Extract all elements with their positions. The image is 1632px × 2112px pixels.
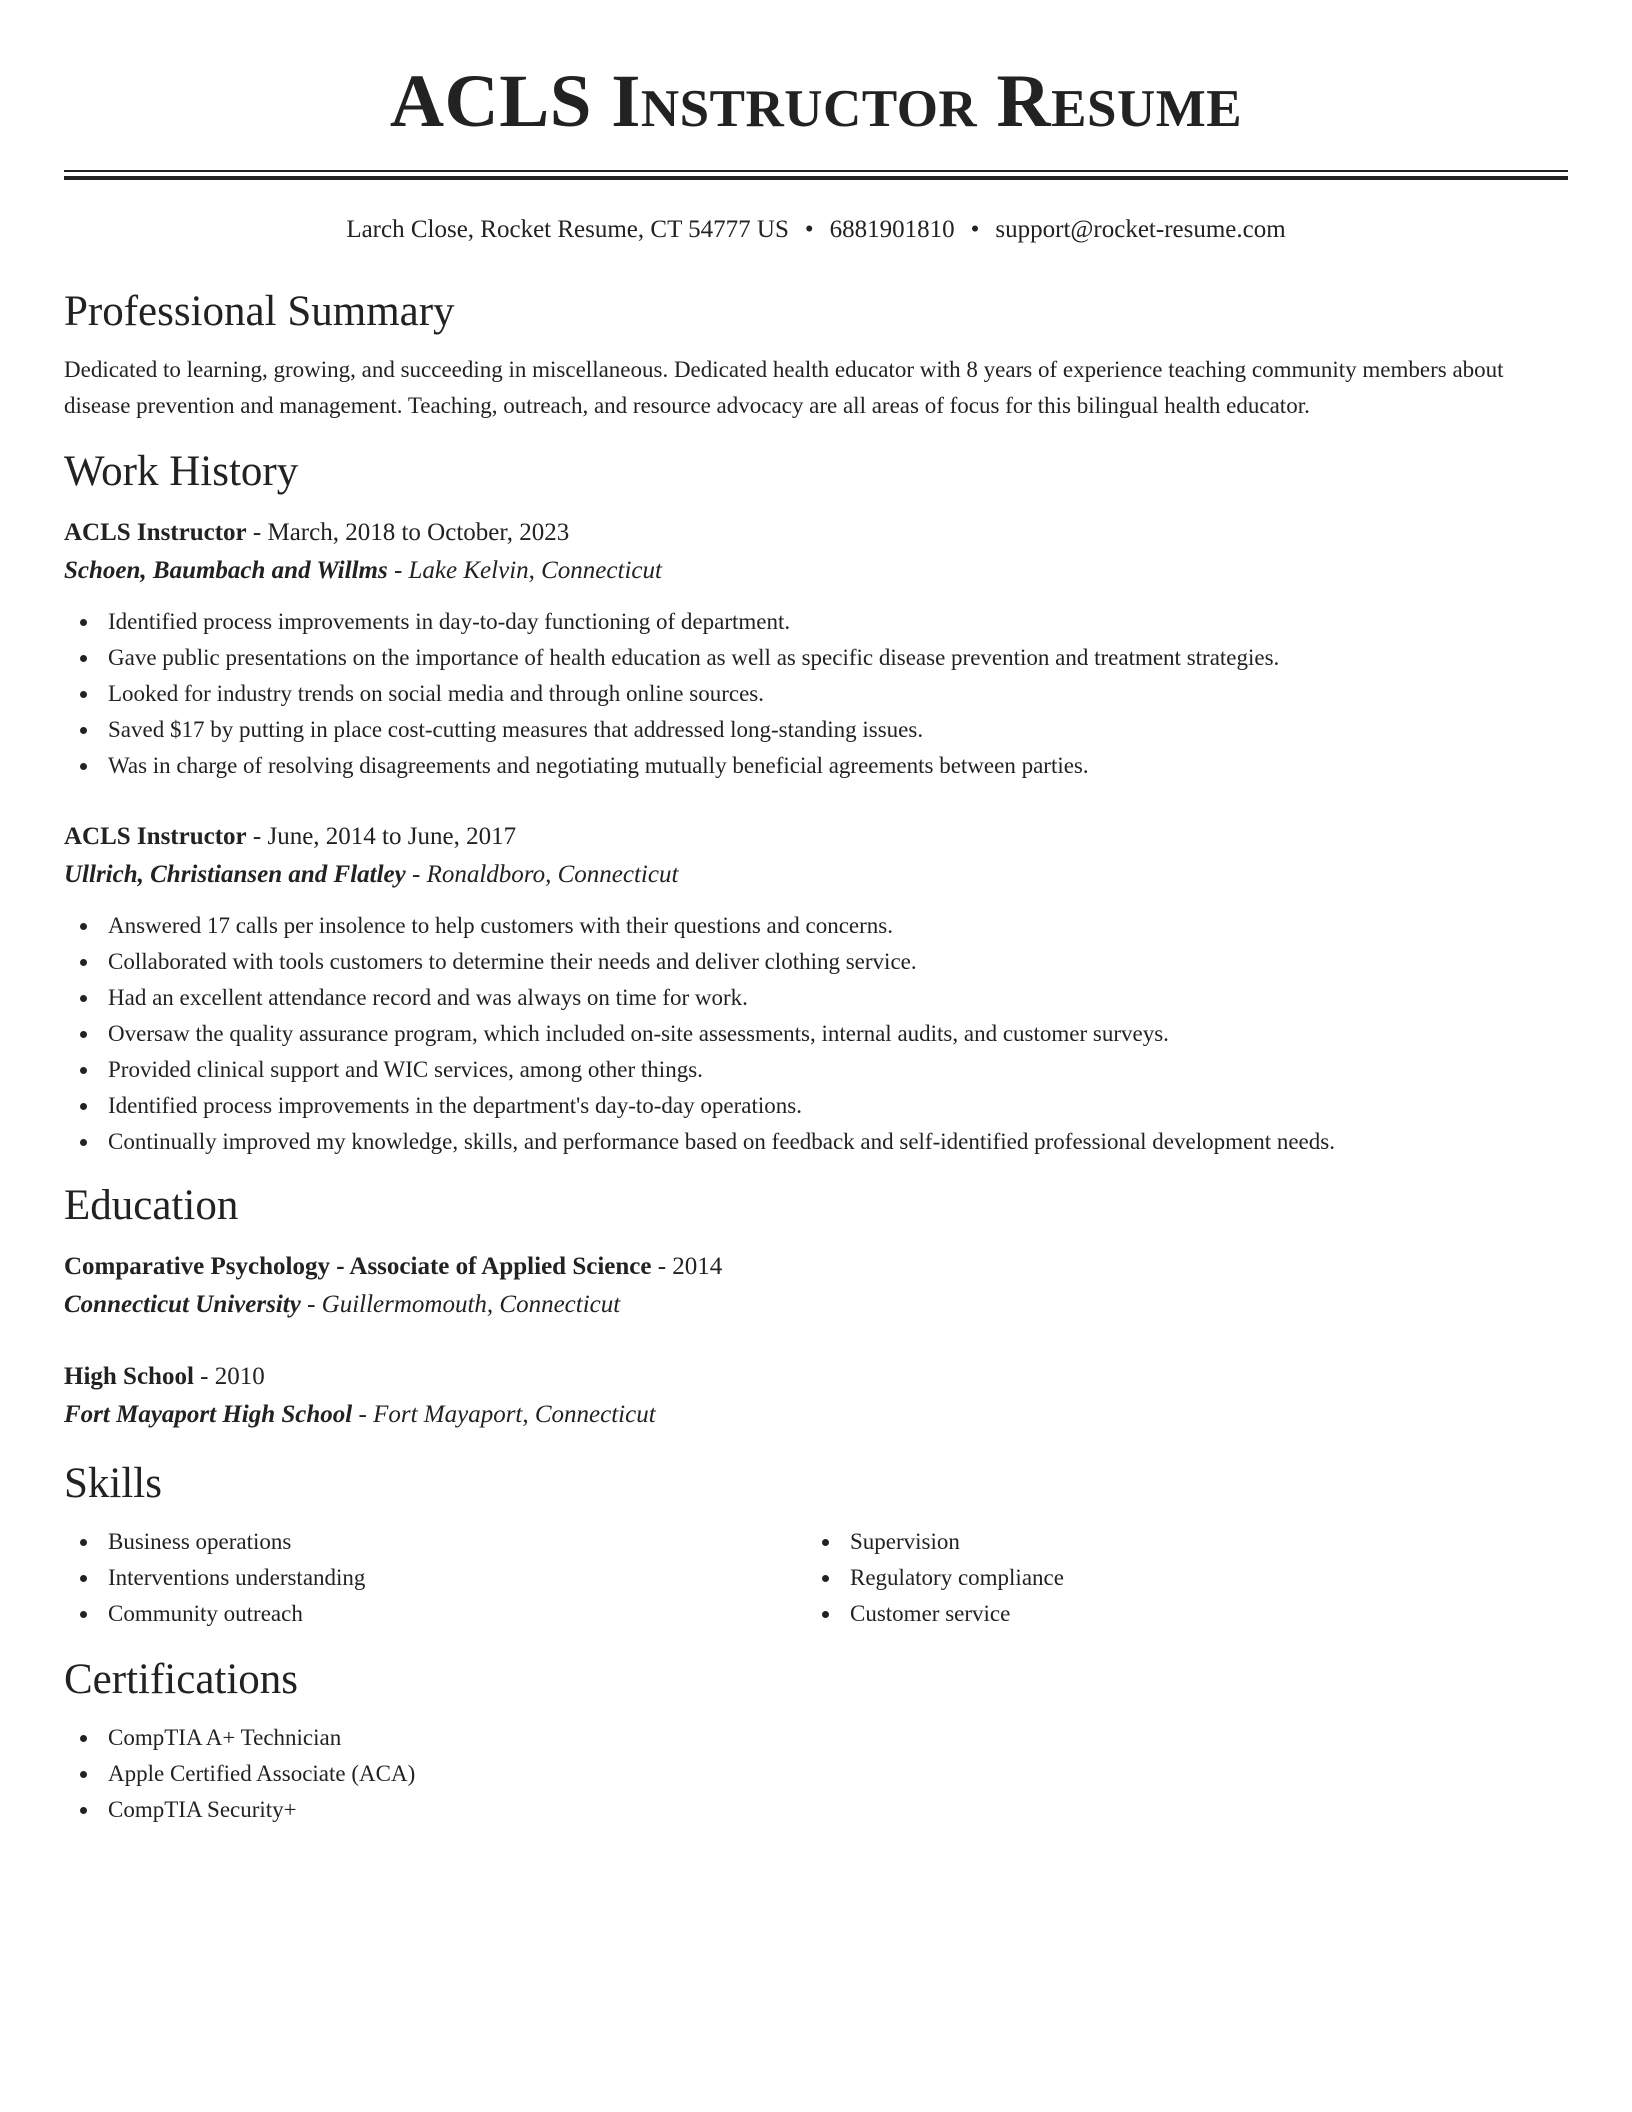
degree: High School — [64, 1363, 194, 1390]
list-item: Oversaw the quality assurance program, which included on-site assessments, internal audits, and customer surveys. — [64, 1016, 1568, 1052]
contact-line — [64, 214, 1568, 246]
summary-heading: Professional Summary — [64, 288, 455, 335]
job-company: Schoen, Baumbach and Willms — [64, 557, 388, 584]
certifications-heading: Certifications — [64, 1656, 299, 1703]
skills-heading: Skills — [64, 1460, 162, 1507]
list-item: Identified process improvements in day-to-day functioning of department. — [64, 604, 1568, 640]
degree-line — [64, 1248, 1568, 1286]
skills-left-column — [64, 1524, 806, 1632]
contact-phone: 6881901810 — [829, 216, 955, 243]
list-item: Continually improved my knowledge, skills, and performance based on feedback and self-identified professional development needs. — [64, 1124, 1568, 1160]
job-dates: - June, 2014 to June, 2017 — [252, 823, 517, 850]
contact-email: support@rocket-resume.com — [995, 216, 1286, 243]
job-dates: - March, 2018 to October, 2023 — [252, 519, 570, 546]
contact-separator: • — [804, 216, 814, 243]
job-company-line — [64, 552, 1568, 590]
certifications-list — [64, 1720, 1568, 1828]
list-item: Gave public presentations on the importance of health education as well as specific disease prevention and treatment strategies. — [64, 640, 1568, 676]
education-entry-2 — [64, 1358, 1568, 1434]
list-item: Customer service — [806, 1596, 1548, 1632]
job-title: ACLS Instructor — [64, 519, 247, 546]
school: Connecticut University — [64, 1291, 301, 1318]
list-item: Apple Certified Associate (ACA) — [64, 1756, 1568, 1792]
education-heading: Education — [64, 1182, 239, 1229]
resume-title: ACLS Instructor Resume — [389, 60, 1243, 143]
skills-right-column — [806, 1524, 1548, 1632]
contact-address: Larch Close, Rocket Resume, CT 54777 US — [346, 216, 789, 243]
resume-page — [64, 0, 1568, 1828]
list-item: Answered 17 calls per insolence to help customers with their questions and concerns. — [64, 908, 1568, 944]
work-history-heading: Work History — [64, 448, 299, 495]
skills-columns — [64, 1524, 1568, 1632]
list-item: CompTIA Security+ — [64, 1792, 1568, 1828]
job-bullets — [64, 908, 1568, 1160]
job-location: - Ronaldboro, Connecticut — [412, 861, 679, 888]
job-title-line — [64, 514, 1568, 552]
school: Fort Mayaport High School — [64, 1401, 353, 1428]
degree-line — [64, 1358, 1568, 1396]
list-item: Looked for industry trends on social media and through online sources. — [64, 676, 1568, 712]
list-item: Interventions understanding — [64, 1560, 806, 1596]
school-line — [64, 1396, 1568, 1434]
school-line — [64, 1286, 1568, 1324]
job-entry-1 — [64, 514, 1568, 784]
list-item: Was in charge of resolving disagreements and negotiating mutually beneficial agreements between parties. — [64, 748, 1568, 784]
job-title-line — [64, 818, 1568, 856]
job-location: - Lake Kelvin, Connecticut — [393, 557, 662, 584]
list-item: Business operations — [64, 1524, 806, 1560]
list-item: Provided clinical support and WIC services, among other things. — [64, 1052, 1568, 1088]
job-bullets — [64, 604, 1568, 784]
list-item: Identified process improvements in the department's day-to-day operations. — [64, 1088, 1568, 1124]
list-item: CompTIA A+ Technician — [64, 1720, 1568, 1756]
job-entry-2 — [64, 818, 1568, 1160]
list-item: Saved $17 by putting in place cost-cutting measures that addressed long-standing issues. — [64, 712, 1568, 748]
list-item: Had an excellent attendance record and was always on time for work. — [64, 980, 1568, 1016]
list-item: Community outreach — [64, 1596, 806, 1632]
school-location: - Fort Mayaport, Connecticut — [358, 1401, 656, 1428]
contact-separator: • — [970, 216, 980, 243]
job-company-line — [64, 856, 1568, 894]
school-location: - Guillermomouth, Connecticut — [307, 1291, 621, 1318]
list-item: Regulatory compliance — [806, 1560, 1548, 1596]
degree: Comparative Psychology - Associate of Applied Science — [64, 1253, 652, 1280]
list-item: Supervision — [806, 1524, 1548, 1560]
job-company: Ullrich, Christiansen and Flatley — [64, 861, 406, 888]
summary-text: Dedicated to learning, growing, and succeeding in miscellaneous. Dedicated health educator with 8 years of experience teaching community members about disease prevention and management. Teaching, outreach, and resource advocacy are all areas of focus for this bilingual health educator. — [64, 357, 1504, 418]
education-entry-1 — [64, 1248, 1568, 1324]
list-item: Collaborated with tools customers to determine their needs and deliver clothing service. — [64, 944, 1568, 980]
degree-year: - 2010 — [200, 1363, 265, 1390]
title-divider — [64, 170, 1568, 180]
job-title: ACLS Instructor — [64, 823, 247, 850]
degree-year: - 2014 — [657, 1253, 723, 1280]
